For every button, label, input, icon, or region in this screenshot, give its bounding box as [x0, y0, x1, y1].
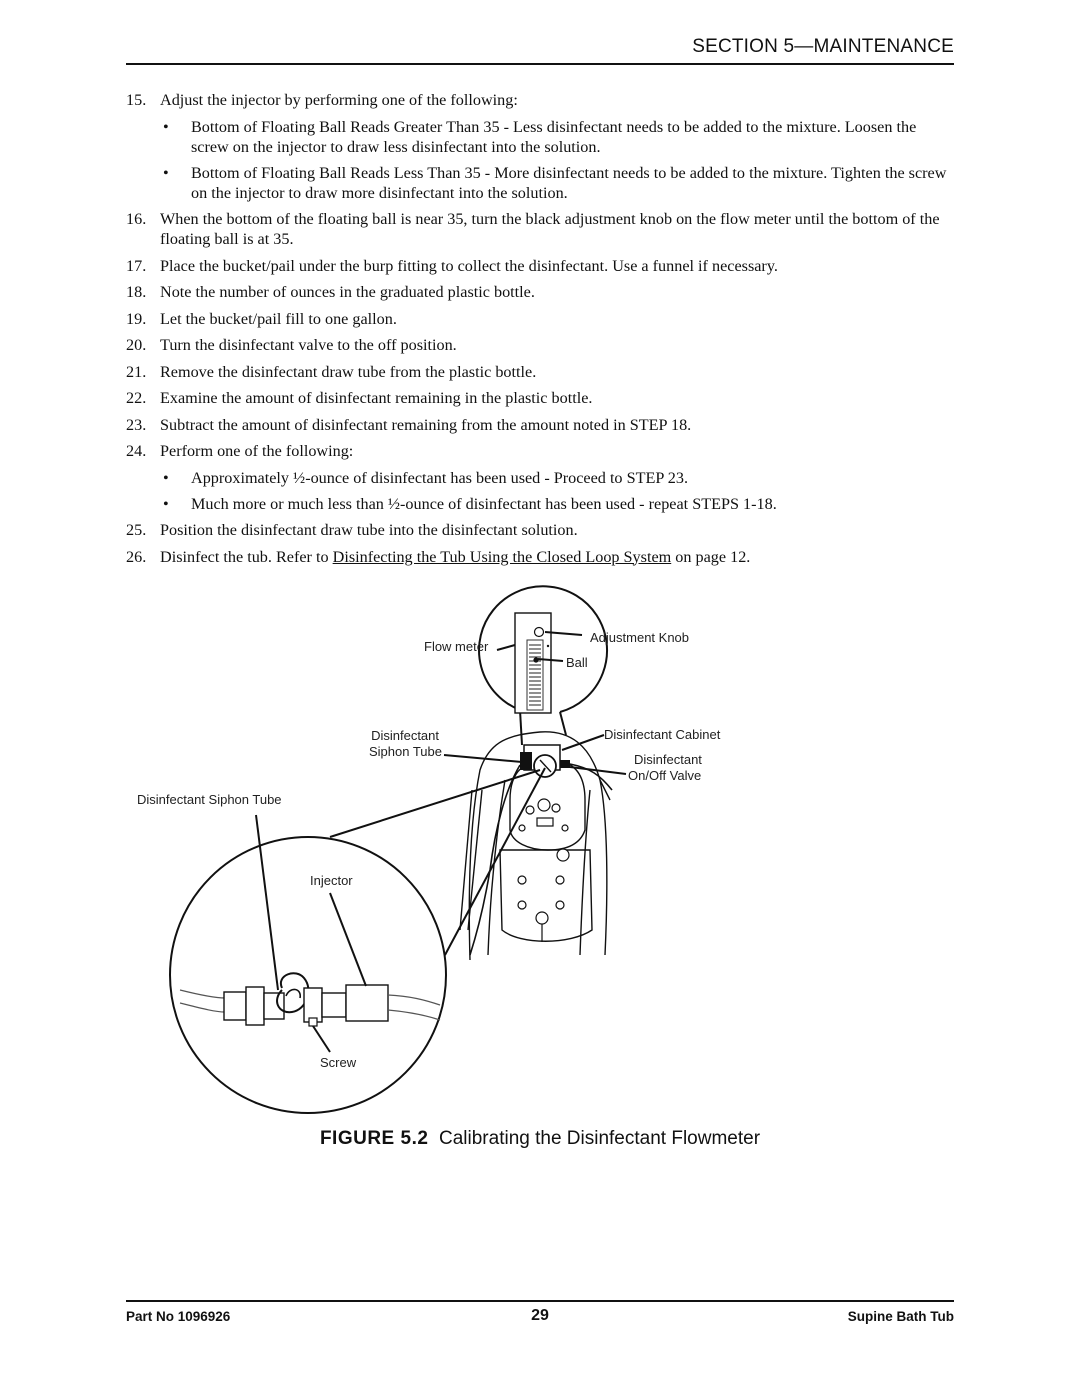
injector-detail	[170, 837, 446, 1113]
bullet-text: Much more or much less than ½-ounce of disinfectant has been used - repeat STEPS 1-18.	[191, 494, 777, 513]
footer-product-name: Supine Bath Tub	[847, 1309, 954, 1324]
step-text: Examine the amount of disinfectant remaining in the plastic bottle.	[160, 389, 593, 407]
screw-icon	[309, 1018, 317, 1026]
step-number: 22.	[126, 389, 147, 407]
label-adjustment-knob: Adjustment Knob	[590, 630, 690, 645]
step-text: Let the bucket/pail fill to one gallon.	[160, 309, 397, 328]
label-screw: Screw	[320, 1055, 357, 1070]
step-number: 25.	[126, 521, 147, 539]
label-injector: Injector	[310, 873, 353, 888]
bullet-text: Bottom of Floating Ball Reads Less Than 35 - More disinfectant needs to be added to the mixture. Tighten the screw on the injector to draw more disinfectant into the solution.	[191, 163, 947, 202]
step-text: Perform one of the following:	[160, 442, 354, 460]
caption-figure-number: FIGURE 5.2	[319, 1128, 429, 1149]
step-text: Note the number of ounces in the graduated plastic bottle.	[160, 283, 535, 301]
step-text-before: Disinfect the tub. Refer to	[160, 547, 333, 566]
label-flow-meter: Flow meter	[424, 639, 489, 654]
cross-reference-link[interactable]: Disinfecting the Tub Using the Closed Loop System	[332, 547, 672, 566]
section-header: SECTION 5—MAINTENANCE	[692, 36, 954, 57]
footer-rule	[126, 1300, 954, 1302]
label-valve-line1: Disinfectant	[634, 752, 702, 767]
bullet-icon: •	[163, 468, 169, 487]
step-text: When the bottom of the floating ball is near 35, turn the black adjustment knob on the flow meter until the bottom of the floating ball is at 35.	[160, 210, 940, 248]
step-text: Subtract the amount of disinfectant remaining from the amount noted in STEP 18.	[160, 415, 692, 434]
bullet-icon: •	[163, 117, 169, 136]
control-panel	[518, 799, 569, 942]
footer-part-number: Part No 1096926	[126, 1309, 231, 1324]
bullet-text: Approximately ½-ounce of disinfectant has been used - Proceed to STEP 23.	[191, 468, 689, 487]
step-number: 23.	[126, 415, 147, 434]
step-text: Place the bucket/pail under the burp fitting to collect the disinfectant. Use a funnel if necessary.	[160, 256, 778, 275]
footer-page-number: 29	[531, 1307, 549, 1324]
figure-caption	[0, 1128, 1080, 1150]
step-number: 19.	[126, 309, 147, 328]
step-number: 15.	[126, 91, 147, 109]
step-number: 24.	[126, 442, 147, 460]
step-number: 18.	[126, 283, 147, 301]
step-text-after: on page 12.	[671, 547, 751, 566]
step-number: 26.	[126, 547, 147, 566]
bullet-icon: •	[163, 163, 169, 182]
label-valve-line2: On/Off Valve	[628, 768, 702, 783]
floating-ball-icon	[533, 657, 538, 662]
label-siphon-tube-left: Disinfectant Siphon Tube	[137, 792, 282, 807]
step-text: Position the disinfectant draw tube into the disinfectant solution.	[160, 521, 578, 539]
adjustment-knob-icon	[535, 628, 544, 637]
step-number: 21.	[126, 362, 147, 381]
step-number: 16.	[126, 210, 147, 228]
step-text: Adjust the injector by performing one of the following:	[160, 91, 518, 109]
label-disinfectant-cabinet: Disinfectant Cabinet	[604, 727, 721, 742]
step-number: 17.	[126, 256, 147, 275]
flow-meter-tube	[515, 613, 551, 713]
bullet-icon: •	[163, 494, 169, 513]
bullet-text: Bottom of Floating Ball Reads Greater Than 35 - Less disinfectant needs to be added to the mixture. Loosen the screw on the injector to draw less disinfectant into the solution.	[191, 117, 917, 156]
step-number: 20.	[126, 336, 147, 354]
label-siphon-tube-line1: Disinfectant	[371, 728, 439, 743]
step-text: Turn the disinfectant valve to the off position.	[160, 336, 457, 354]
label-siphon-tube-line2: Siphon Tube	[368, 744, 442, 759]
step-text: Remove the disinfectant draw tube from the plastic bottle.	[160, 362, 537, 381]
label-ball: Ball	[566, 655, 588, 670]
caption-title: Calibrating the Disinfectant Flowmeter	[439, 1128, 761, 1149]
